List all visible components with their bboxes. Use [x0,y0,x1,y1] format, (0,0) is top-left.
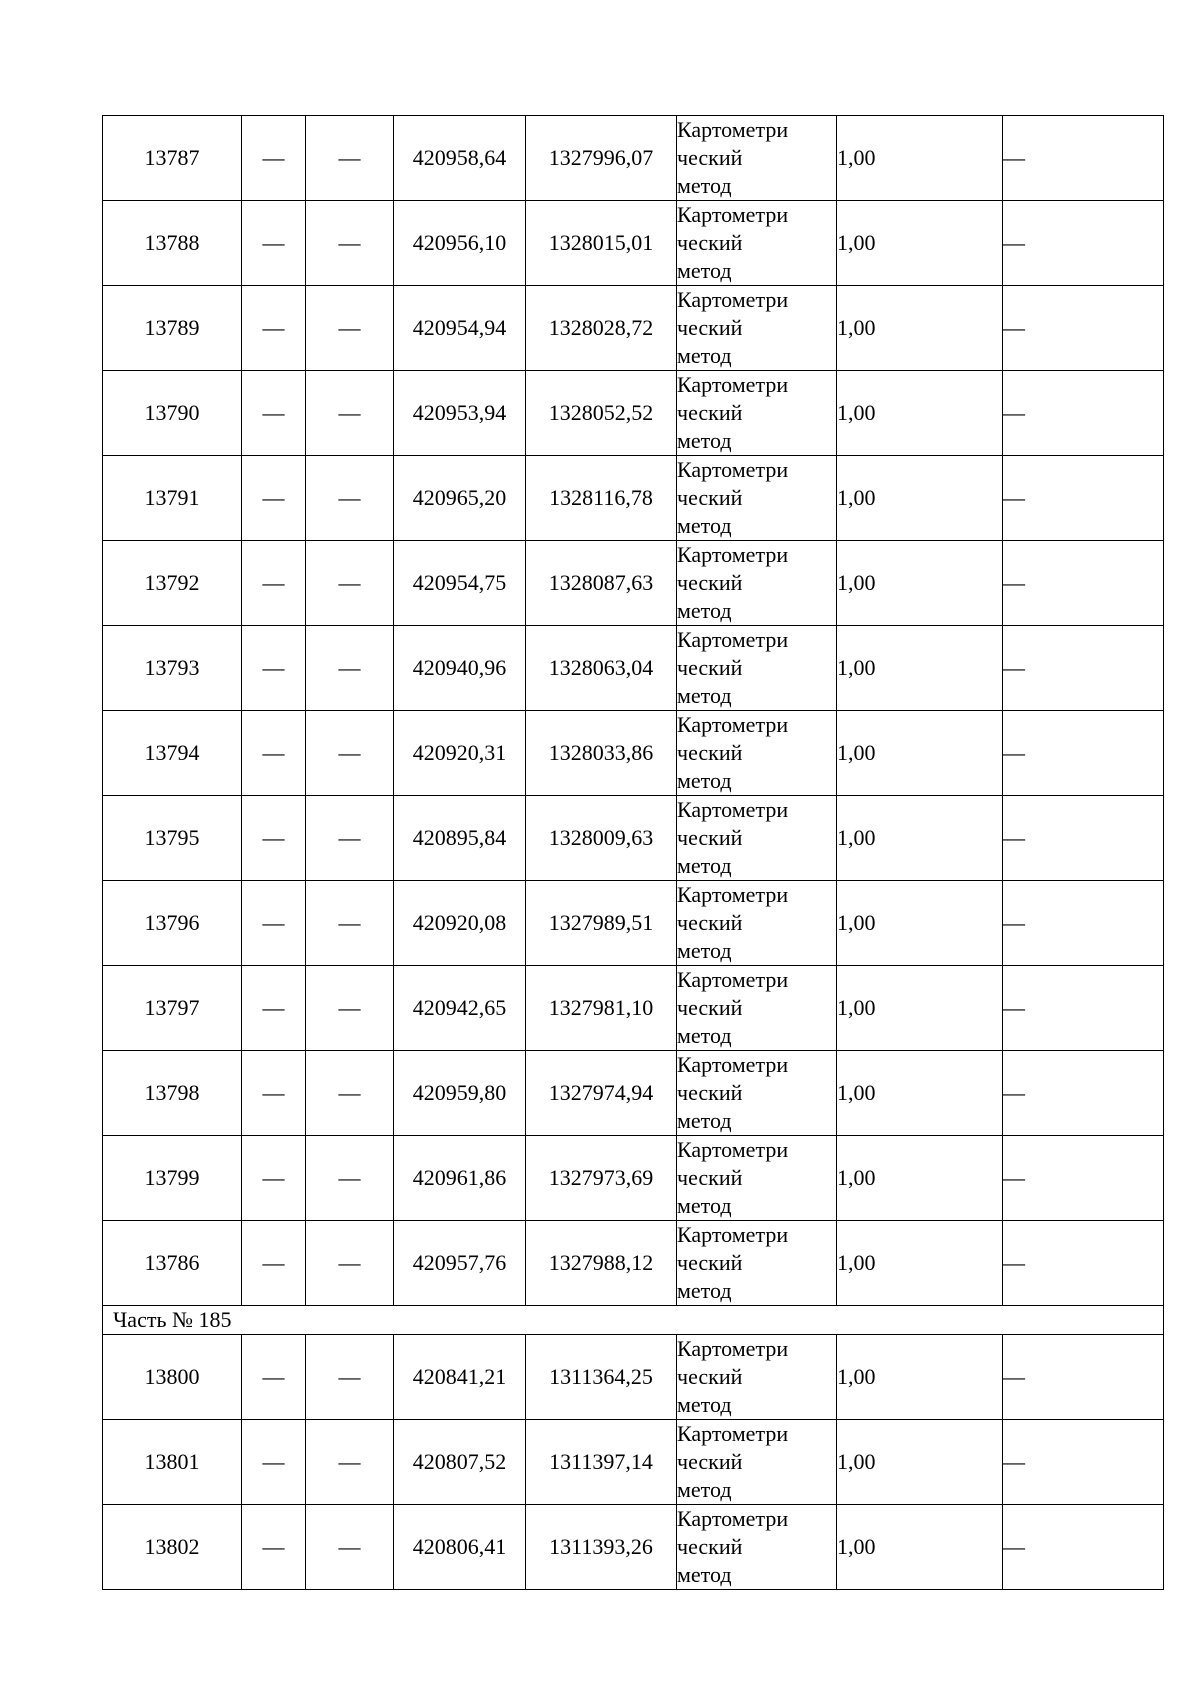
empty-value-cell: — [306,711,394,796]
precision-cell: 1,00 [837,796,1003,881]
point-number-cell: 13796 [103,881,242,966]
y-coordinate-cell: 1328052,52 [526,371,677,456]
section-header-row [103,1306,1164,1335]
method-cell [677,966,837,1051]
y-coordinate-cell: 1328015,01 [526,201,677,286]
empty-value-cell: — [306,541,394,626]
description-cell: — [1003,371,1164,456]
point-number-cell: 13797 [103,966,242,1051]
precision-cell: 1,00 [837,201,1003,286]
empty-value-cell: — [306,1051,394,1136]
x-coordinate-cell: 420807,52 [394,1420,526,1505]
x-coordinate-cell: 420959,80 [394,1051,526,1136]
table-row [103,1505,1164,1590]
method-text: Картометри ческий метод [677,712,789,793]
point-number-cell: 13802 [103,1505,242,1590]
table-row [103,1136,1164,1221]
precision-cell: 1,00 [837,1420,1003,1505]
empty-value-cell: — [242,1335,306,1420]
point-number-cell: 13786 [103,1221,242,1306]
point-number-cell: 13794 [103,711,242,796]
empty-value-cell: — [242,201,306,286]
method-cell [677,116,837,201]
method-cell [677,1420,837,1505]
method-cell [677,1051,837,1136]
empty-value-cell: — [242,1420,306,1505]
point-number-cell: 13801 [103,1420,242,1505]
description-cell: — [1003,881,1164,966]
point-number-cell: 13800 [103,1335,242,1420]
y-coordinate-cell: 1328116,78 [526,456,677,541]
method-text: Картометри ческий метод [677,1506,789,1587]
empty-value-cell: — [306,116,394,201]
description-cell: — [1003,1420,1164,1505]
method-text: Картометри ческий метод [677,117,789,198]
x-coordinate-cell: 420942,65 [394,966,526,1051]
method-text: Картометри ческий метод [677,967,789,1048]
method-cell [677,796,837,881]
description-cell: — [1003,796,1164,881]
method-cell [677,201,837,286]
y-coordinate-cell: 1328063,04 [526,626,677,711]
empty-value-cell: — [306,286,394,371]
y-coordinate-cell: 1311397,14 [526,1420,677,1505]
table-row [103,1335,1164,1420]
description-cell: — [1003,1505,1164,1590]
precision-cell: 1,00 [837,541,1003,626]
table-row [103,711,1164,796]
empty-value-cell: — [306,881,394,966]
empty-value-cell: — [242,881,306,966]
table-row [103,201,1164,286]
precision-cell: 1,00 [837,116,1003,201]
method-text: Картометри ческий метод [677,1336,789,1417]
point-number-cell: 13795 [103,796,242,881]
y-coordinate-cell: 1311364,25 [526,1335,677,1420]
empty-value-cell: — [306,1221,394,1306]
method-cell [677,626,837,711]
y-coordinate-cell: 1328009,63 [526,796,677,881]
description-cell: — [1003,1335,1164,1420]
table-row [103,541,1164,626]
empty-value-cell: — [306,1420,394,1505]
description-cell: — [1003,201,1164,286]
empty-value-cell: — [306,456,394,541]
x-coordinate-cell: 420965,20 [394,456,526,541]
y-coordinate-cell: 1327974,94 [526,1051,677,1136]
precision-cell: 1,00 [837,1335,1003,1420]
empty-value-cell: — [242,966,306,1051]
description-cell: — [1003,966,1164,1051]
point-number-cell: 13792 [103,541,242,626]
method-text: Картометри ческий метод [677,797,789,878]
point-number-cell: 13790 [103,371,242,456]
table-row [103,796,1164,881]
method-text: Картометри ческий метод [677,372,789,453]
method-text: Картометри ческий метод [677,542,789,623]
x-coordinate-cell: 420954,94 [394,286,526,371]
empty-value-cell: — [242,1221,306,1306]
precision-cell: 1,00 [837,1221,1003,1306]
coordinates-table [102,115,1164,1590]
point-number-cell: 13787 [103,116,242,201]
method-cell [677,371,837,456]
method-text: Картометри ческий метод [677,457,789,538]
description-cell: — [1003,1136,1164,1221]
y-coordinate-cell: 1328087,63 [526,541,677,626]
x-coordinate-cell: 420957,76 [394,1221,526,1306]
empty-value-cell: — [306,1136,394,1221]
method-text: Картометри ческий метод [677,1222,789,1303]
x-coordinate-cell: 420956,10 [394,201,526,286]
empty-value-cell: — [242,626,306,711]
table-row [103,286,1164,371]
method-cell [677,541,837,626]
empty-value-cell: — [242,1505,306,1590]
method-text: Картометри ческий метод [677,627,789,708]
description-cell: — [1003,456,1164,541]
coordinates-table-body [103,116,1164,1590]
x-coordinate-cell: 420806,41 [394,1505,526,1590]
empty-value-cell: — [242,541,306,626]
table-row [103,116,1164,201]
y-coordinate-cell: 1311393,26 [526,1505,677,1590]
empty-value-cell: — [306,201,394,286]
empty-value-cell: — [242,116,306,201]
description-cell: — [1003,1221,1164,1306]
empty-value-cell: — [242,456,306,541]
method-cell [677,1221,837,1306]
description-cell: — [1003,541,1164,626]
precision-cell: 1,00 [837,456,1003,541]
table-row [103,1221,1164,1306]
empty-value-cell: — [306,371,394,456]
empty-value-cell: — [242,286,306,371]
precision-cell: 1,00 [837,626,1003,711]
point-number-cell: 13788 [103,201,242,286]
precision-cell: 1,00 [837,1505,1003,1590]
method-cell [677,1505,837,1590]
precision-cell: 1,00 [837,286,1003,371]
method-text: Картометри ческий метод [677,1137,789,1218]
description-cell: — [1003,1051,1164,1136]
empty-value-cell: — [242,1051,306,1136]
method-text: Картометри ческий метод [677,287,789,368]
x-coordinate-cell: 420961,86 [394,1136,526,1221]
description-cell: — [1003,626,1164,711]
y-coordinate-cell: 1327996,07 [526,116,677,201]
empty-value-cell: — [306,1505,394,1590]
table-row [103,626,1164,711]
method-cell [677,1335,837,1420]
precision-cell: 1,00 [837,1136,1003,1221]
empty-value-cell: — [242,796,306,881]
y-coordinate-cell: 1327973,69 [526,1136,677,1221]
method-cell [677,711,837,796]
empty-value-cell: — [306,966,394,1051]
method-text: Картометри ческий метод [677,882,789,963]
method-cell [677,456,837,541]
method-cell [677,1136,837,1221]
empty-value-cell: — [306,1335,394,1420]
table-row [103,966,1164,1051]
x-coordinate-cell: 420954,75 [394,541,526,626]
y-coordinate-cell: 1327989,51 [526,881,677,966]
x-coordinate-cell: 420841,21 [394,1335,526,1420]
x-coordinate-cell: 420895,84 [394,796,526,881]
table-row [103,1051,1164,1136]
method-cell [677,881,837,966]
table-row [103,881,1164,966]
section-label: Часть № 185 [103,1306,1164,1335]
x-coordinate-cell: 420958,64 [394,116,526,201]
y-coordinate-cell: 1327988,12 [526,1221,677,1306]
x-coordinate-cell: 420953,94 [394,371,526,456]
x-coordinate-cell: 420920,31 [394,711,526,796]
point-number-cell: 13799 [103,1136,242,1221]
y-coordinate-cell: 1327981,10 [526,966,677,1051]
x-coordinate-cell: 420940,96 [394,626,526,711]
precision-cell: 1,00 [837,371,1003,456]
precision-cell: 1,00 [837,966,1003,1051]
method-text: Картометри ческий метод [677,202,789,283]
y-coordinate-cell: 1328033,86 [526,711,677,796]
x-coordinate-cell: 420920,08 [394,881,526,966]
y-coordinate-cell: 1328028,72 [526,286,677,371]
method-text: Картометри ческий метод [677,1421,789,1502]
description-cell: — [1003,116,1164,201]
point-number-cell: 13791 [103,456,242,541]
precision-cell: 1,00 [837,711,1003,796]
description-cell: — [1003,286,1164,371]
table-row [103,1420,1164,1505]
empty-value-cell: — [306,626,394,711]
method-text: Картометри ческий метод [677,1052,789,1133]
point-number-cell: 13789 [103,286,242,371]
method-cell [677,286,837,371]
empty-value-cell: — [242,371,306,456]
empty-value-cell: — [242,711,306,796]
precision-cell: 1,00 [837,1051,1003,1136]
empty-value-cell: — [306,796,394,881]
precision-cell: 1,00 [837,881,1003,966]
description-cell: — [1003,711,1164,796]
point-number-cell: 13798 [103,1051,242,1136]
empty-value-cell: — [242,1136,306,1221]
point-number-cell: 13793 [103,626,242,711]
table-row [103,456,1164,541]
table-row [103,371,1164,456]
